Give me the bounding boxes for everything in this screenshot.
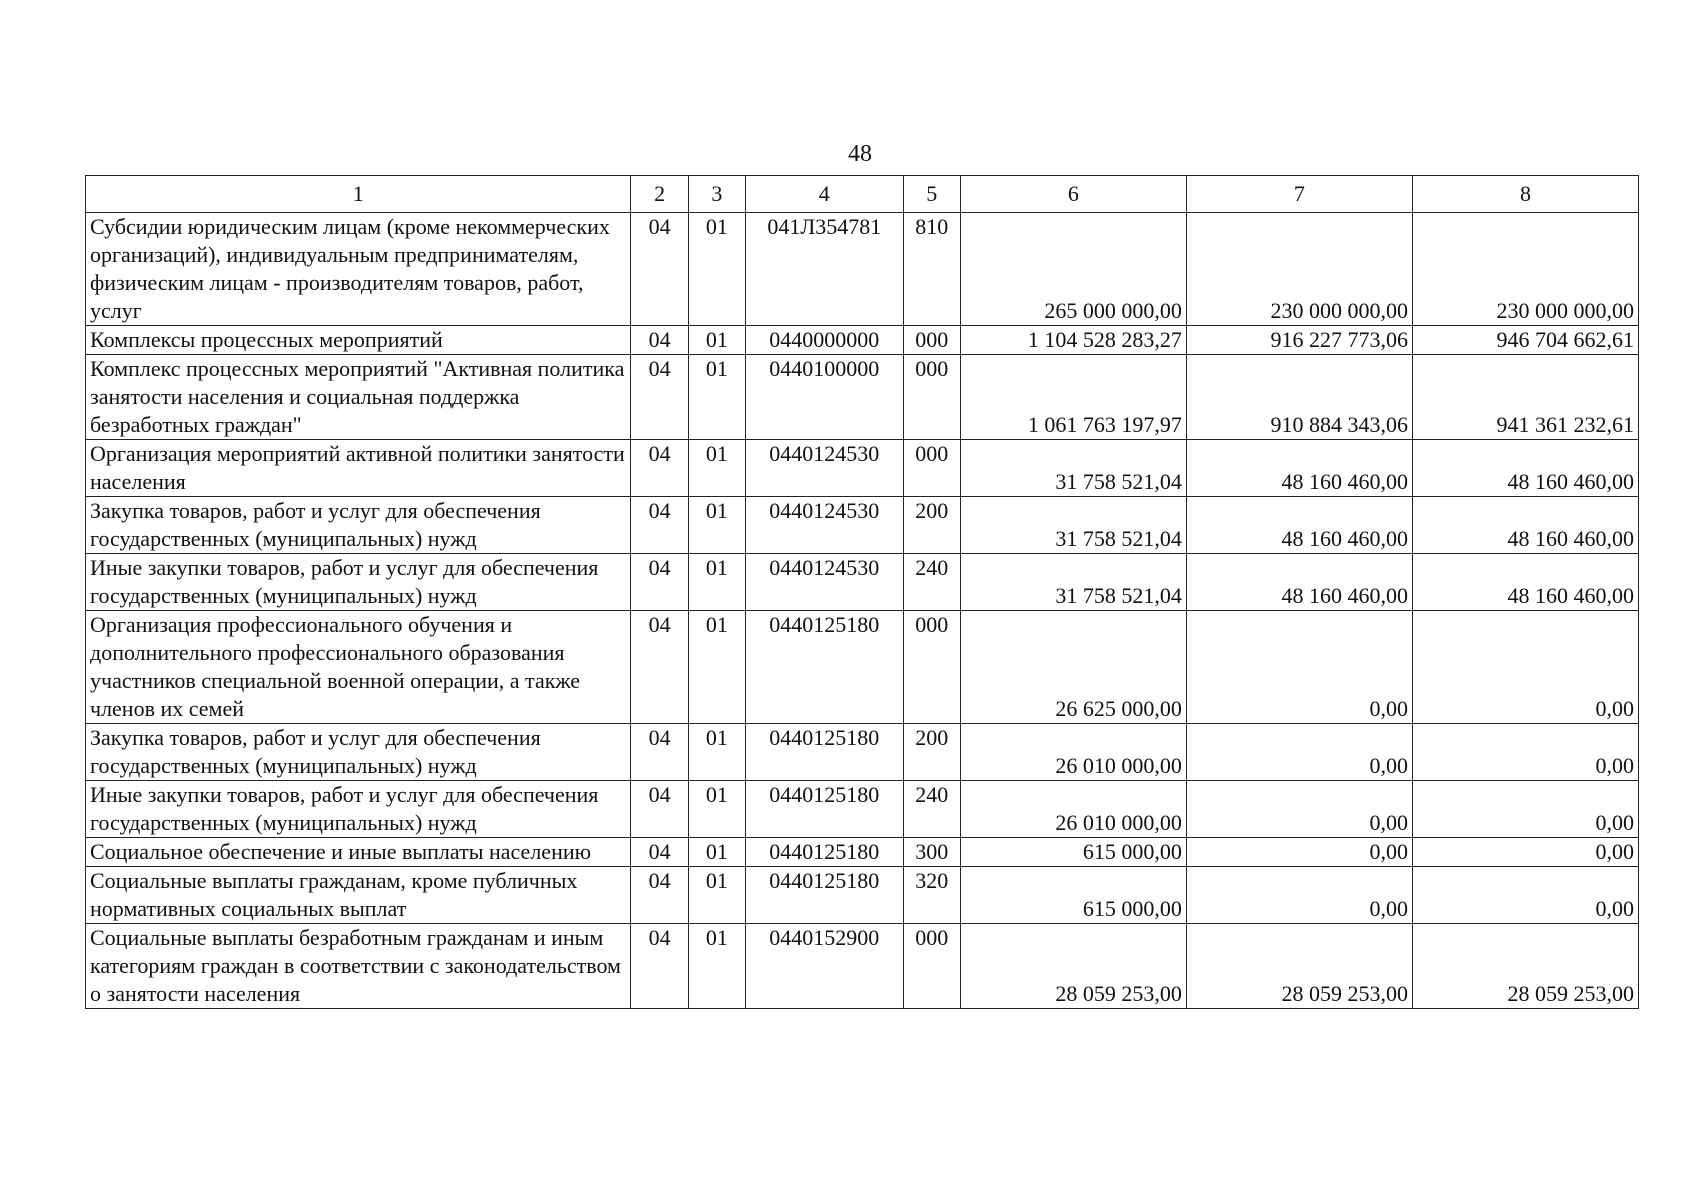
expense-type-code: 000 xyxy=(903,355,960,440)
target-article-code: 0440100000 xyxy=(745,355,903,440)
amount-col-6: 26 625 000,00 xyxy=(960,611,1186,724)
section-code: 04 xyxy=(631,440,688,497)
target-article-code: 0440000000 xyxy=(745,326,903,355)
table-row xyxy=(86,326,1639,355)
subsection-code: 01 xyxy=(688,497,745,554)
amount-col-7: 230 000 000,00 xyxy=(1186,213,1412,326)
section-code: 04 xyxy=(631,838,688,867)
expense-type-code: 000 xyxy=(903,611,960,724)
table-row xyxy=(86,355,1639,440)
target-article-code: 0440125180 xyxy=(745,611,903,724)
target-article-code: 041Л354781 xyxy=(745,213,903,326)
row-name: Организация мероприятий активной политики занятости населения xyxy=(86,440,631,497)
expense-type-code: 320 xyxy=(903,867,960,924)
section-code: 04 xyxy=(631,924,688,1009)
amount-col-6: 31 758 521,04 xyxy=(960,497,1186,554)
amount-col-8: 0,00 xyxy=(1412,781,1638,838)
column-header: 8 xyxy=(1412,176,1638,213)
section-code: 04 xyxy=(631,326,688,355)
table-row xyxy=(86,838,1639,867)
amount-col-7: 48 160 460,00 xyxy=(1186,497,1412,554)
target-article-code: 0440125180 xyxy=(745,867,903,924)
table-row xyxy=(86,213,1639,326)
amount-col-8: 48 160 460,00 xyxy=(1412,497,1638,554)
column-header: 5 xyxy=(903,176,960,213)
column-header: 7 xyxy=(1186,176,1412,213)
section-code: 04 xyxy=(631,554,688,611)
row-name: Организация профессионального обучения и дополнительного профессионального образования участников специальной военной операции, а также членов их семей xyxy=(86,611,631,724)
expense-type-code: 240 xyxy=(903,781,960,838)
row-name: Комплекс процессных мероприятий "Активная политика занятости населения и социальная поддержка безработных граждан" xyxy=(86,355,631,440)
row-name: Субсидии юридическим лицам (кроме некоммерческих организаций), индивидуальным предпринимателям, физическим лицам - производителям товаров, работ, услуг xyxy=(86,213,631,326)
column-header: 1 xyxy=(86,176,631,213)
amount-col-6: 615 000,00 xyxy=(960,838,1186,867)
amount-col-6: 31 758 521,04 xyxy=(960,440,1186,497)
row-name: Социальные выплаты безработным гражданам и иным категориям граждан в соответствии с законодательством о занятости населения xyxy=(86,924,631,1009)
subsection-code: 01 xyxy=(688,611,745,724)
amount-col-6: 28 059 253,00 xyxy=(960,924,1186,1009)
amount-col-8: 946 704 662,61 xyxy=(1412,326,1638,355)
table-row xyxy=(86,781,1639,838)
expense-type-code: 240 xyxy=(903,554,960,611)
amount-col-7: 0,00 xyxy=(1186,781,1412,838)
amount-col-7: 910 884 343,06 xyxy=(1186,355,1412,440)
table-row xyxy=(86,554,1639,611)
expense-type-code: 000 xyxy=(903,924,960,1009)
amount-col-7: 48 160 460,00 xyxy=(1186,440,1412,497)
column-header: 4 xyxy=(745,176,903,213)
expense-type-code: 000 xyxy=(903,326,960,355)
amount-col-7: 0,00 xyxy=(1186,724,1412,781)
target-article-code: 0440124530 xyxy=(745,554,903,611)
amount-col-7: 28 059 253,00 xyxy=(1186,924,1412,1009)
amount-col-7: 0,00 xyxy=(1186,838,1412,867)
target-article-code: 0440124530 xyxy=(745,497,903,554)
column-header: 3 xyxy=(688,176,745,213)
expense-type-code: 000 xyxy=(903,440,960,497)
table-row xyxy=(86,867,1639,924)
target-article-code: 0440152900 xyxy=(745,924,903,1009)
section-code: 04 xyxy=(631,611,688,724)
amount-col-8: 0,00 xyxy=(1412,611,1638,724)
section-code: 04 xyxy=(631,867,688,924)
amount-col-6: 26 010 000,00 xyxy=(960,724,1186,781)
amount-col-8: 0,00 xyxy=(1412,867,1638,924)
subsection-code: 01 xyxy=(688,213,745,326)
subsection-code: 01 xyxy=(688,355,745,440)
expense-type-code: 200 xyxy=(903,724,960,781)
section-code: 04 xyxy=(631,724,688,781)
section-code: 04 xyxy=(631,355,688,440)
row-name: Комплексы процессных мероприятий xyxy=(86,326,631,355)
subsection-code: 01 xyxy=(688,838,745,867)
amount-col-8: 941 361 232,61 xyxy=(1412,355,1638,440)
amount-col-7: 48 160 460,00 xyxy=(1186,554,1412,611)
target-article-code: 0440125180 xyxy=(745,838,903,867)
page-number: 48 xyxy=(848,141,872,167)
row-name: Иные закупки товаров, работ и услуг для обеспечения государственных (муниципальных) нужд xyxy=(86,781,631,838)
subsection-code: 01 xyxy=(688,554,745,611)
table-row xyxy=(86,440,1639,497)
section-code: 04 xyxy=(631,497,688,554)
expense-type-code: 200 xyxy=(903,497,960,554)
budget-table xyxy=(85,175,1639,1009)
amount-col-7: 916 227 773,06 xyxy=(1186,326,1412,355)
amount-col-8: 48 160 460,00 xyxy=(1412,440,1638,497)
expense-type-code: 810 xyxy=(903,213,960,326)
target-article-code: 0440125180 xyxy=(745,724,903,781)
row-name: Социальные выплаты гражданам, кроме публичных нормативных социальных выплат xyxy=(86,867,631,924)
column-header: 2 xyxy=(631,176,688,213)
amount-col-6: 31 758 521,04 xyxy=(960,554,1186,611)
subsection-code: 01 xyxy=(688,724,745,781)
row-name: Иные закупки товаров, работ и услуг для обеспечения государственных (муниципальных) нужд xyxy=(86,554,631,611)
amount-col-6: 1 104 528 283,27 xyxy=(960,326,1186,355)
amount-col-7: 0,00 xyxy=(1186,611,1412,724)
amount-col-8: 28 059 253,00 xyxy=(1412,924,1638,1009)
table-row xyxy=(86,611,1639,724)
amount-col-6: 1 061 763 197,97 xyxy=(960,355,1186,440)
amount-col-6: 26 010 000,00 xyxy=(960,781,1186,838)
subsection-code: 01 xyxy=(688,326,745,355)
table-row xyxy=(86,497,1639,554)
section-code: 04 xyxy=(631,213,688,326)
table-row xyxy=(86,924,1639,1009)
row-name: Закупка товаров, работ и услуг для обеспечения государственных (муниципальных) нужд xyxy=(86,724,631,781)
amount-col-6: 615 000,00 xyxy=(960,867,1186,924)
target-article-code: 0440124530 xyxy=(745,440,903,497)
subsection-code: 01 xyxy=(688,440,745,497)
subsection-code: 01 xyxy=(688,867,745,924)
expense-type-code: 300 xyxy=(903,838,960,867)
table-row xyxy=(86,724,1639,781)
header-row xyxy=(86,176,1639,213)
amount-col-8: 0,00 xyxy=(1412,724,1638,781)
amount-col-8: 230 000 000,00 xyxy=(1412,213,1638,326)
amount-col-6: 265 000 000,00 xyxy=(960,213,1186,326)
amount-col-8: 48 160 460,00 xyxy=(1412,554,1638,611)
target-article-code: 0440125180 xyxy=(745,781,903,838)
amount-col-7: 0,00 xyxy=(1186,867,1412,924)
row-name: Социальное обеспечение и иные выплаты населению xyxy=(86,838,631,867)
column-header: 6 xyxy=(960,176,1186,213)
row-name: Закупка товаров, работ и услуг для обеспечения государственных (муниципальных) нужд xyxy=(86,497,631,554)
subsection-code: 01 xyxy=(688,924,745,1009)
subsection-code: 01 xyxy=(688,781,745,838)
amount-col-8: 0,00 xyxy=(1412,838,1638,867)
section-code: 04 xyxy=(631,781,688,838)
